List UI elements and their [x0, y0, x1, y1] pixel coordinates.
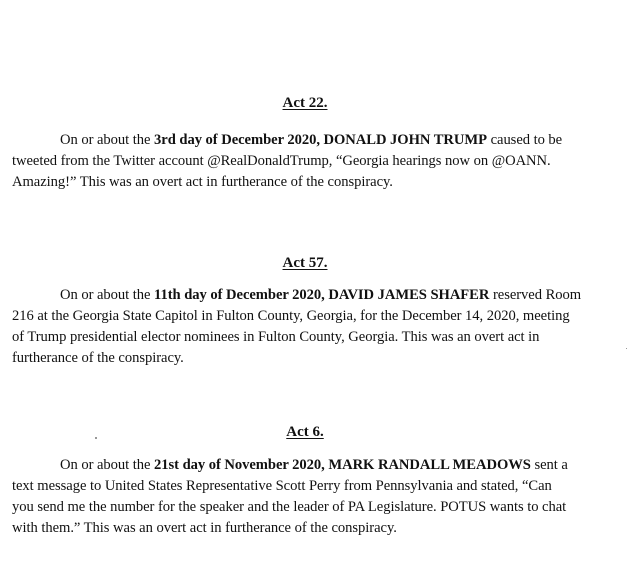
- paragraph-line: [12, 130, 612, 151]
- paragraph-line: [12, 151, 612, 172]
- act-paragraph: [12, 455, 612, 539]
- text-run: you send me the number for the speaker and the leader of PA Legislature. POTUS wants to chat: [12, 499, 567, 515]
- text-run-bold: 11th day of December 2020, DAVID JAMES SHAFER: [154, 287, 490, 303]
- text-run: reserved Room: [489, 287, 582, 303]
- scan-speck: [626, 348, 627, 349]
- paragraph-line: [12, 306, 612, 327]
- text-run: furtherance of the conspiracy.: [12, 350, 184, 366]
- act-heading: Act 57.: [282, 255, 328, 271]
- scan-speck: [95, 437, 97, 439]
- text-run-bold: 3rd day of December 2020, DONALD JOHN TRUMP: [154, 132, 487, 148]
- text-run: 216 at the Georgia State Capitol in Fulton County, Georgia, for the December 14, 2020, meeting: [12, 308, 570, 324]
- text-run: with them.” This was an overt act in furtherance of the conspiracy.: [12, 520, 397, 536]
- act-paragraph: [12, 285, 612, 369]
- text-run: caused to be: [486, 132, 563, 148]
- paragraph-line: [12, 455, 612, 476]
- act-heading: Act 6.: [286, 424, 324, 440]
- paragraph-line: [12, 285, 612, 306]
- act-heading: Act 22.: [282, 95, 328, 111]
- paragraph-line: [12, 476, 612, 497]
- text-run: Amazing!” This was an overt act in furtherance of the conspiracy.: [12, 174, 393, 190]
- text-run: On or about the: [60, 457, 155, 473]
- text-run-bold: 21st day of November 2020, MARK RANDALL MEADOWS: [154, 457, 531, 473]
- paragraph-line: [12, 518, 612, 539]
- text-run: tweeted from the Twitter account @RealDonaldTrump, “Georgia hearings now on @OANN.: [12, 153, 551, 169]
- text-run: of Trump presidential elector nominees in Fulton County, Georgia. This was an overt act in: [12, 329, 540, 345]
- text-run: On or about the: [60, 132, 155, 148]
- paragraph-line: [12, 497, 612, 518]
- paragraph-line: [12, 172, 612, 193]
- text-run: On or about the: [60, 287, 155, 303]
- text-run: text message to United States Representative Scott Perry from Pennsylvania and stated, “Can: [12, 478, 552, 494]
- paragraph-line: [12, 327, 612, 348]
- act-paragraph: [12, 130, 612, 193]
- paragraph-line: [12, 348, 612, 369]
- text-run: sent a: [530, 457, 568, 473]
